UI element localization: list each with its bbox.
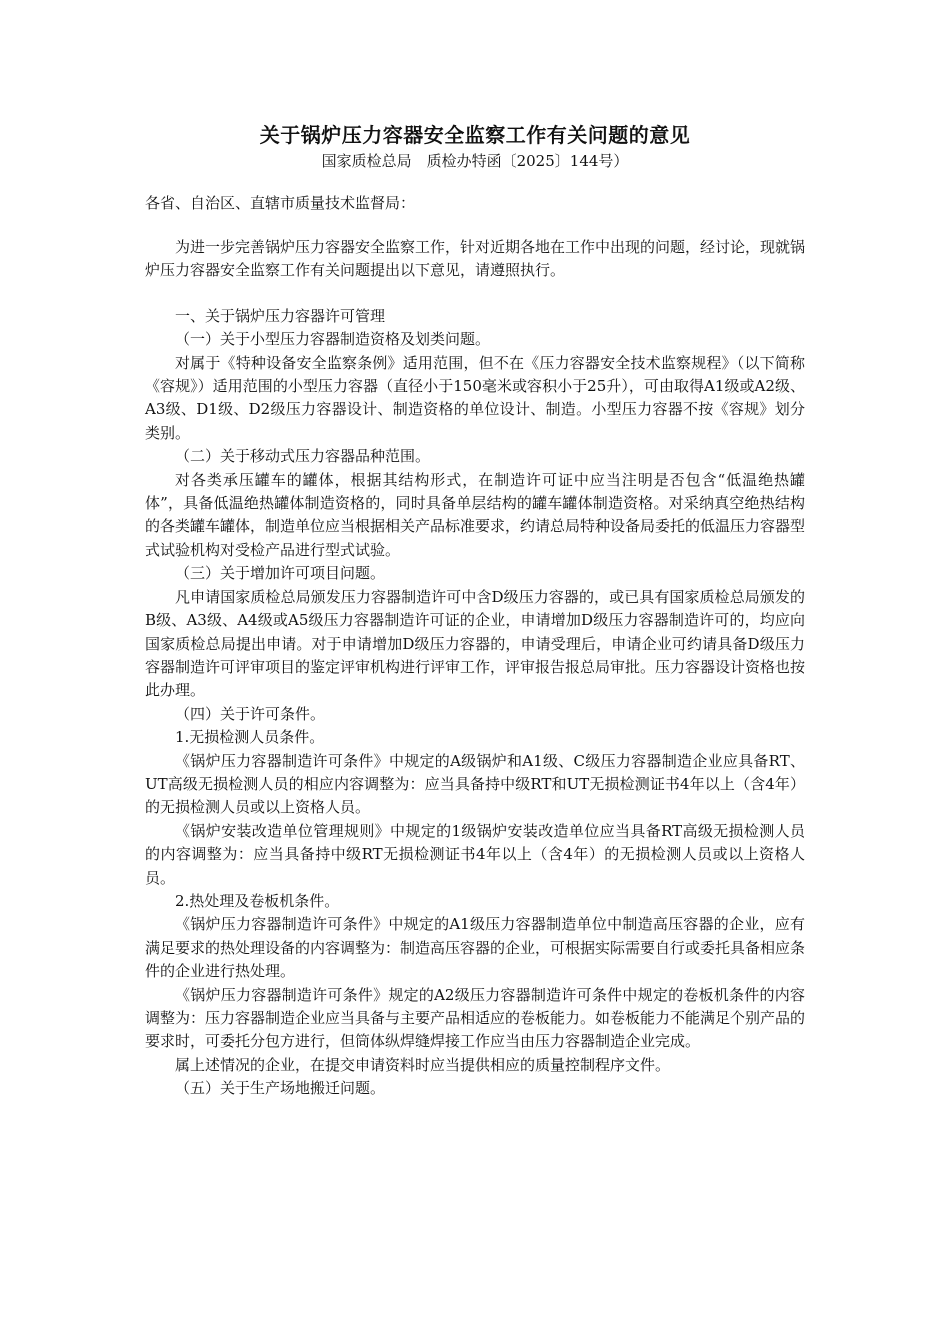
subsection-heading: （一）关于小型压力容器制造资格及划类问题。 xyxy=(175,330,491,349)
subsection-heading: （四）关于许可条件。 xyxy=(175,704,326,723)
salutation: 各省、自治区、直辖市质量技术监督局： xyxy=(145,194,416,212)
section-heading: 一、关于锅炉压力容器许可管理 xyxy=(175,306,386,325)
body-paragraph: 对各类承压罐车的罐体，根据其结构形式，在制造许可证中应当注明是否包含“低温绝热罐体”，具备低温绝热罐体制造资格的，同时具备单层结构的罐车罐体制造资格。对采纳真空绝热结构的各类罐车罐体，制造单位应当根据相关产品标准要求，约请总局特种设备局委托的低温压力容器型式试验机构对受检产品进行型式试验。 xyxy=(145,470,806,559)
body-paragraph: 《锅炉压力容器制造许可条件》中规定的A1级压力容器制造单位中制造高压容器的企业，应有满足要求的热处理设备的内容调整为：制造高压容器的企业，可根据实际需要自行或委托具备相应条件的企业进行热处理。 xyxy=(145,915,806,981)
intro-paragraph: 为进一步完善锅炉压力容器安全监察工作，针对近期各地在工作中出现的问题，经讨论，现就锅炉压力容器安全监察工作有关问题提出以下意见，请遵照执行。 xyxy=(145,238,806,280)
subsection-heading: （二）关于移动式压力容器品种范围。 xyxy=(175,447,431,466)
body-paragraph: 《锅炉压力容器制造许可条件》中规定的A级锅炉和A1级、C级压力容器制造企业应具备RT、UT高级无损检测人员的相应内容调整为：应当具备持中级RT和UT无损检测证书4年以上（含4年）的无损检测人员或以上资格人员。 xyxy=(145,751,805,817)
subsection-heading: （五）关于生产场地搬迁问题。 xyxy=(175,1079,386,1098)
body-paragraph: 对属于《特种设备安全监察条例》适用范围，但不在《压力容器安全技术监察规程》（以下简称《容规》）适用范围的小型压力容器（直径小于150毫米或容积小于25升），可由取得A1级或A2级、A3级、D1级、D2级压力容器设计、制造资格的单位设计、制造。小型压力容器不按《容规》划分类别。 xyxy=(145,353,805,442)
subsection-heading: （三）关于增加许可项目问题。 xyxy=(175,564,386,583)
body-paragraph: 属上述情况的企业，在提交申请资料时应当提供相应的质量控制程序文件。 xyxy=(175,1055,671,1074)
body-paragraph: 凡申请国家质检总局颁发压力容器制造许可中含D级压力容器的，或已具有国家质检总局颁发的B级、A3级、A4级或A5级压力容器制造许可证的企业，申请增加D级压力容器制造许可的，均应向国家质检总局提出申请。对于申请增加D级压力容器的，申请受理后，申请企业可约请具备D级压力容器制造许可评审项目的鉴定评审机构进行评审工作，评审报告报总局审批。压力容器设计资格也按此办理。 xyxy=(145,587,806,700)
body-paragraph: 《锅炉压力容器制造许可条件》规定的A2级压力容器制造许可条件中规定的卷板机条件的内容调整为：压力容器制造企业应当具备与主要产品相适应的卷板能力。如卷板能力不能满足个别产品的要求时，可委托分包方进行，但筒体纵焊缝焊接工作应当由压力容器制造企业完成。 xyxy=(145,985,806,1051)
document-subtitle: 国家质检总局 质检办特函〔2025〕144号） xyxy=(321,152,629,170)
document-title: 关于锅炉压力容器安全监察工作有关问题的意见 xyxy=(259,123,691,147)
document-page xyxy=(145,120,805,1101)
numbered-item: 2.热处理及卷板机条件。 xyxy=(175,891,340,910)
body-paragraph: 《锅炉安装改造单位管理规则》中规定的1级锅炉安装改造单位应当具备RT高级无损检测人员的内容调整为：应当具备持中级RT无损检测证书4年以上（含4年）的无损检测人员或以上资格人员。 xyxy=(145,821,805,887)
numbered-item: 1.无损检测人员条件。 xyxy=(175,728,325,747)
